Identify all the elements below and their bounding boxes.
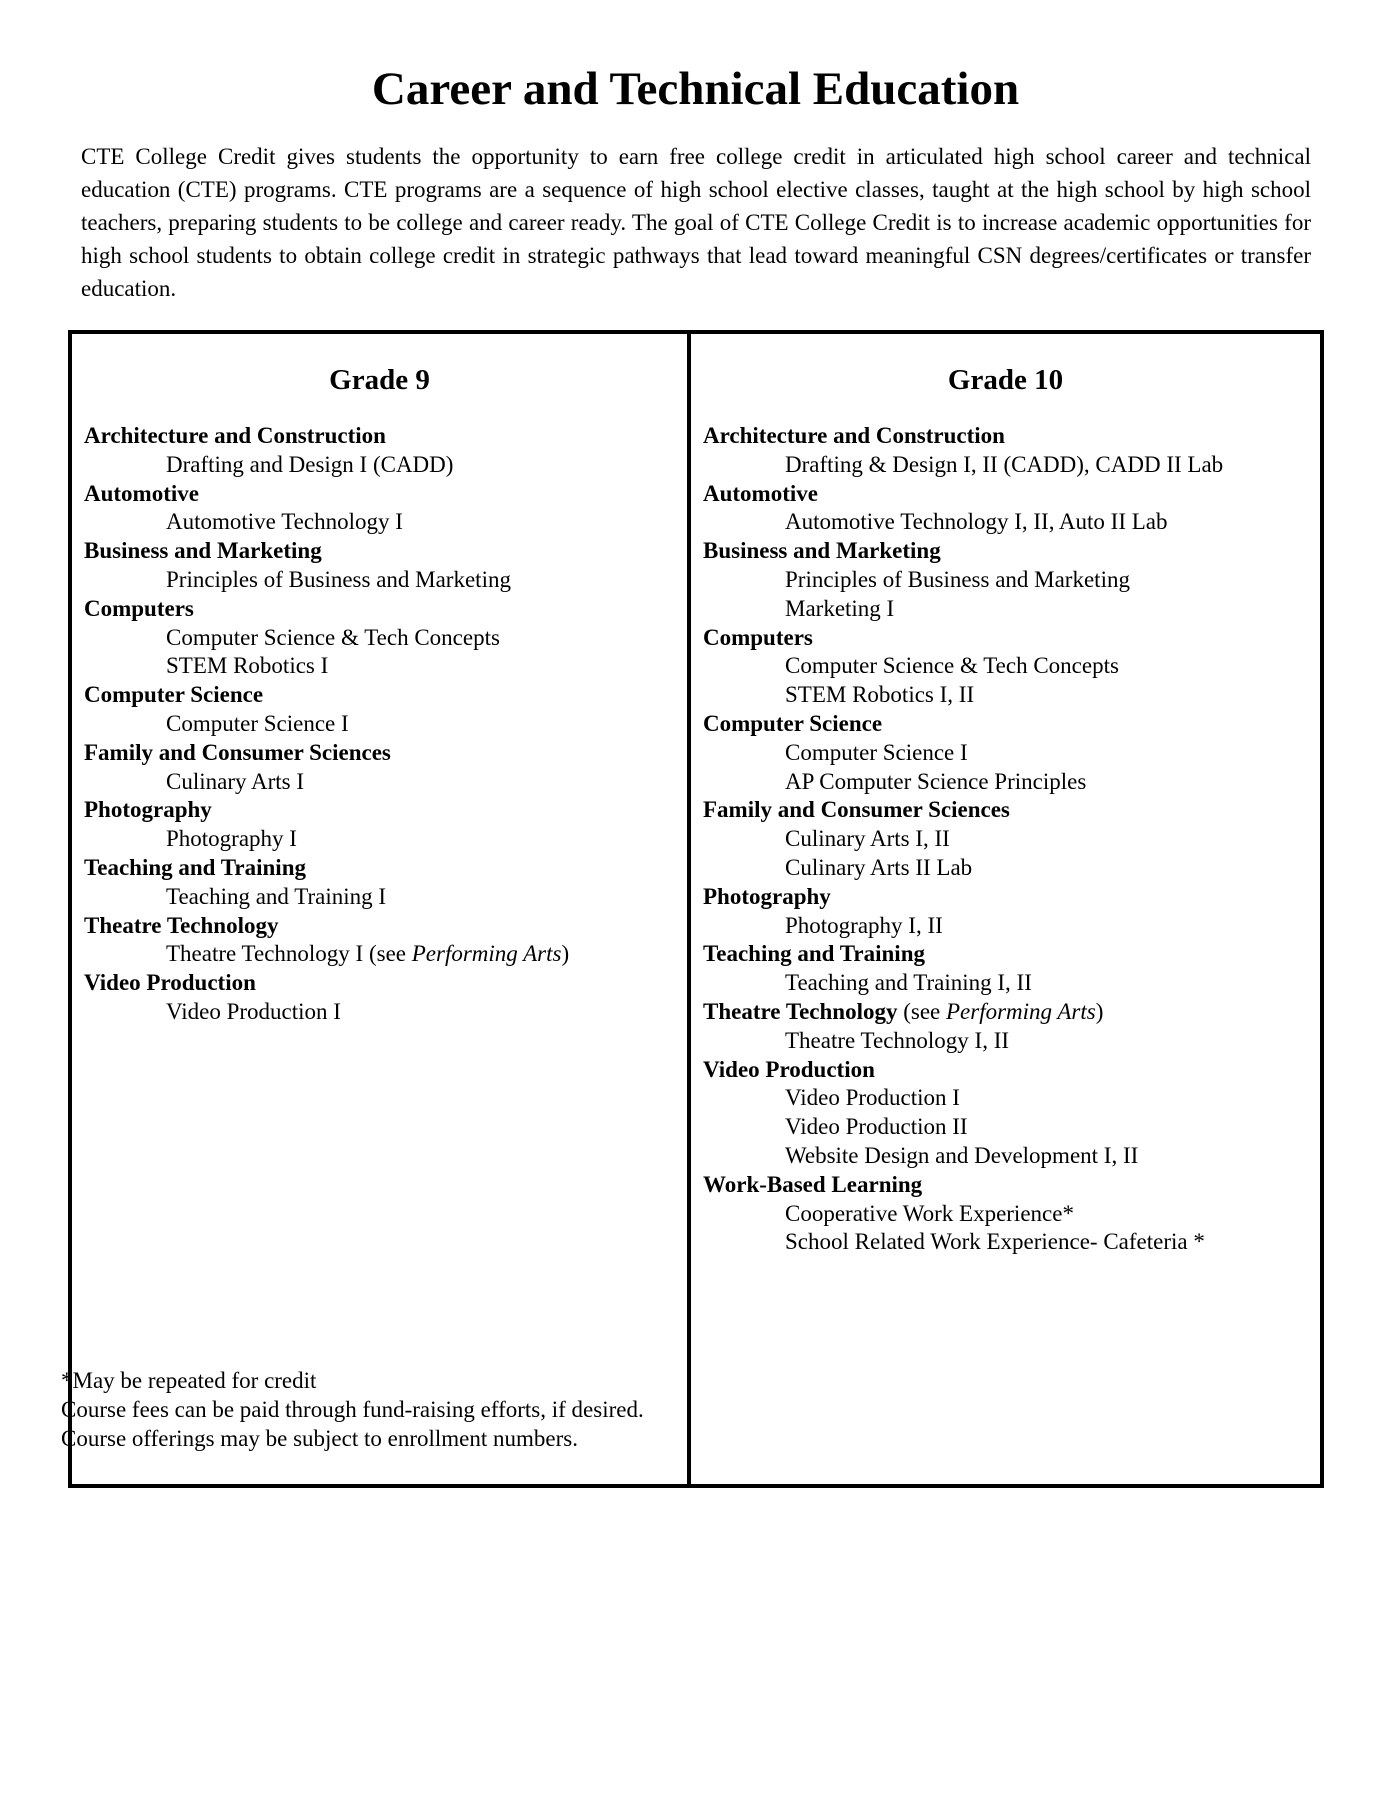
grade-heading: Grade 9 xyxy=(329,364,430,396)
category-heading: Teaching and Training xyxy=(84,854,306,880)
course-item: Website Design and Development I, II xyxy=(785,1142,1139,1168)
page-title: Career and Technical Education xyxy=(371,63,1020,115)
category-heading: Architecture and Construction xyxy=(703,423,1005,448)
category-heading: Video Production xyxy=(703,1056,875,1082)
footnote: Course offerings may be subject to enrollment numbers. xyxy=(61,1426,578,1451)
course-item: Theatre Technology I (see Performing Arts) xyxy=(166,941,570,967)
category-heading: Theatre Technology xyxy=(84,912,279,938)
course-item: Teaching and Training I, II xyxy=(785,970,1032,996)
course-item: Photography I, II xyxy=(785,912,943,938)
course-item: Theatre Technology I, II xyxy=(785,1027,1010,1053)
category-heading: Work-Based Learning xyxy=(703,1171,923,1197)
category-heading: Architecture and Construction xyxy=(84,423,386,448)
category-note: (see Performing Arts) xyxy=(897,998,1104,1024)
course-item: Video Production II xyxy=(785,1114,968,1140)
footnote: *May be repeated for credit xyxy=(61,1368,317,1393)
course-item: Automotive Technology I, II, Auto II Lab xyxy=(785,509,1168,535)
category-heading: Computers xyxy=(84,595,194,621)
course-item: STEM Robotics I, II xyxy=(785,682,975,708)
course-item: Marketing I xyxy=(785,595,895,621)
footnotes xyxy=(61,1366,644,1453)
course-item: Teaching and Training I xyxy=(166,883,387,909)
course-item: Computer Science & Tech Concepts xyxy=(166,624,500,650)
footnote: Course fees can be paid through fund-raising efforts, if desired. xyxy=(61,1397,644,1422)
course-item: Culinary Arts II Lab xyxy=(785,854,973,880)
course-item: Video Production I xyxy=(785,1085,960,1111)
course-list xyxy=(691,422,1320,1257)
category-heading: Automotive xyxy=(703,480,818,506)
category-heading: Video Production xyxy=(84,970,256,996)
grade-10-column xyxy=(691,334,1320,1257)
grade-9-column xyxy=(72,334,687,1027)
course-item: Computer Science I xyxy=(166,710,349,736)
course-item: Culinary Arts I, II xyxy=(785,826,950,852)
course-item: STEM Robotics I xyxy=(166,653,329,679)
course-item: Drafting & Design I, II (CADD), CADD II Lab xyxy=(785,451,1224,477)
grade-heading: Grade 10 xyxy=(947,364,1064,396)
course-item: Principles of Business and Marketing xyxy=(785,566,1130,592)
course-list xyxy=(72,422,687,1027)
course-item: Photography I xyxy=(166,826,297,852)
category-heading: Photography xyxy=(703,883,831,909)
course-item: AP Computer Science Principles xyxy=(785,768,1087,794)
category-heading: Photography xyxy=(84,797,212,823)
category-heading: Family and Consumer Sciences xyxy=(84,739,391,765)
category-heading: Computer Science xyxy=(703,710,883,736)
course-item: Computer Science I xyxy=(785,739,968,765)
course-item: School Related Work Experience- Cafeteria * xyxy=(785,1229,1205,1255)
course-item: Drafting and Design I (CADD) xyxy=(166,451,454,477)
italic-reference: Performing Arts xyxy=(411,941,562,967)
category-heading: Teaching and Training xyxy=(703,941,925,967)
grades-table xyxy=(68,330,1324,1488)
course-item: Video Production I xyxy=(166,998,341,1024)
course-item: Cooperative Work Experience* xyxy=(785,1200,1074,1226)
category-heading: Computers xyxy=(703,624,813,650)
italic-reference: Performing Arts xyxy=(946,998,1096,1024)
category-heading: Family and Consumer Sciences xyxy=(703,797,1010,823)
category-heading: Business and Marketing xyxy=(703,538,941,564)
intro-paragraph: CTE College Credit gives students the opportunity to earn free college credit in articulated high school career and technical education (CTE) programs. CTE programs are a sequence of high school elective classes, taught at the high school by high school teachers, preparing students to be college and career ready. The goal of CTE College Credit is to increase academic opportunities for high school students to obtain college credit in strategic pathways that lead toward meaningful CSN degrees/certificates or transfer education. xyxy=(81,144,1311,301)
category-heading: Theatre Technology (see Performing Arts) xyxy=(703,998,1104,1024)
course-item: Automotive Technology I xyxy=(166,509,403,535)
category-heading: Business and Marketing xyxy=(84,538,322,564)
course-item: Culinary Arts I xyxy=(166,768,304,794)
category-heading: Computer Science xyxy=(84,682,264,708)
course-item: Principles of Business and Marketing xyxy=(166,566,511,592)
course-item: Computer Science & Tech Concepts xyxy=(785,653,1119,679)
category-heading: Automotive xyxy=(84,480,199,506)
